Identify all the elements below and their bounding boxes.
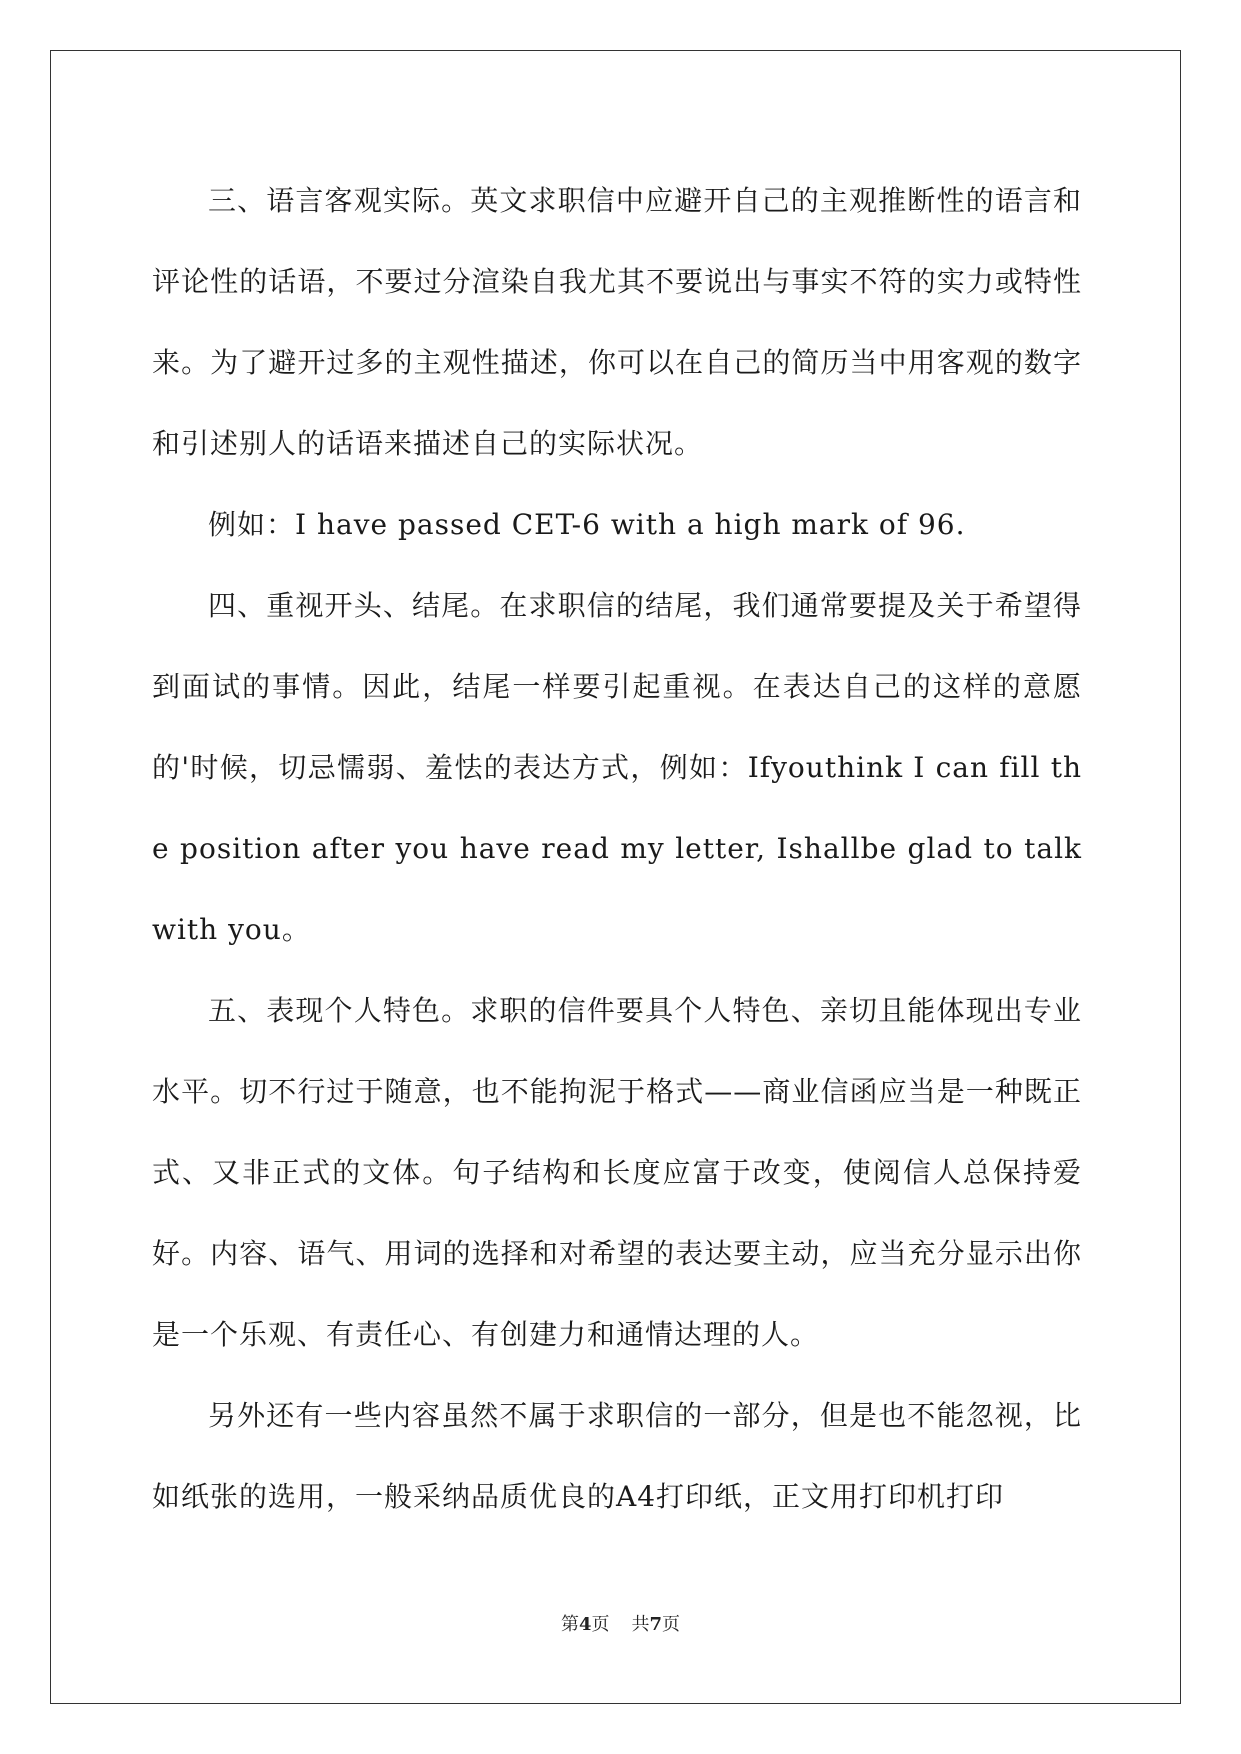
total-page-number: 7 bbox=[649, 1614, 663, 1635]
page-footer bbox=[0, 1610, 1241, 1636]
paragraph-opening-ending: 四、重视开头、结尾。在求职信的结尾，我们通常要提及关于希望得到面试的事情。因此，结尾一样要引起重视。在表达自己的这样的意愿的'时候，切忌懦弱、羞怯的表达方式，例如：Ifyouthink I can fill the position after you have read my letter, Ishallbe glad to talk with you。 bbox=[152, 589, 1082, 946]
paragraph-example: 例如：I have passed CET-6 with a high mark of 96. bbox=[208, 508, 966, 541]
paragraph-personal-style: 五、表现个人特色。求职的信件要具个人特色、亲切且能体现出专业水平。切不行过于随意，也不能拘泥于格式——商业信函应当是一种既正式、又非正式的文体。句子结构和长度应富于改变，使阅信人总保持爱好。内容、语气、用词的选择和对希望的表达要主动，应当充分显示出你是一个乐观、有责任心、有创建力和通情达理的人。 bbox=[152, 994, 1082, 1351]
total-suffix: 页 bbox=[662, 1614, 681, 1635]
total-prefix: 共 bbox=[631, 1614, 650, 1635]
current-page-number: 4 bbox=[578, 1614, 592, 1635]
paragraph-objective-language: 三、语言客观实际。英文求职信中应避开自己的主观推断性的语言和评论性的话语，不要过分渲染自我尤其不要说出与事实不符的实力或特性来。为了避开过多的主观性描述，你可以在自己的简历当中用客观的数字和引述别人的话语来描述自己的实际状况。 bbox=[152, 184, 1082, 460]
document-body bbox=[152, 160, 1082, 1537]
page-prefix: 第 bbox=[560, 1614, 579, 1635]
paragraph-other-notes: 另外还有一些内容虽然不属于求职信的一部分，但是也不能忽视，比如纸张的选用，一般采纳品质优良的A4打印纸，正文用打印机打印 bbox=[152, 1399, 1082, 1513]
page-suffix: 页 bbox=[591, 1614, 610, 1635]
